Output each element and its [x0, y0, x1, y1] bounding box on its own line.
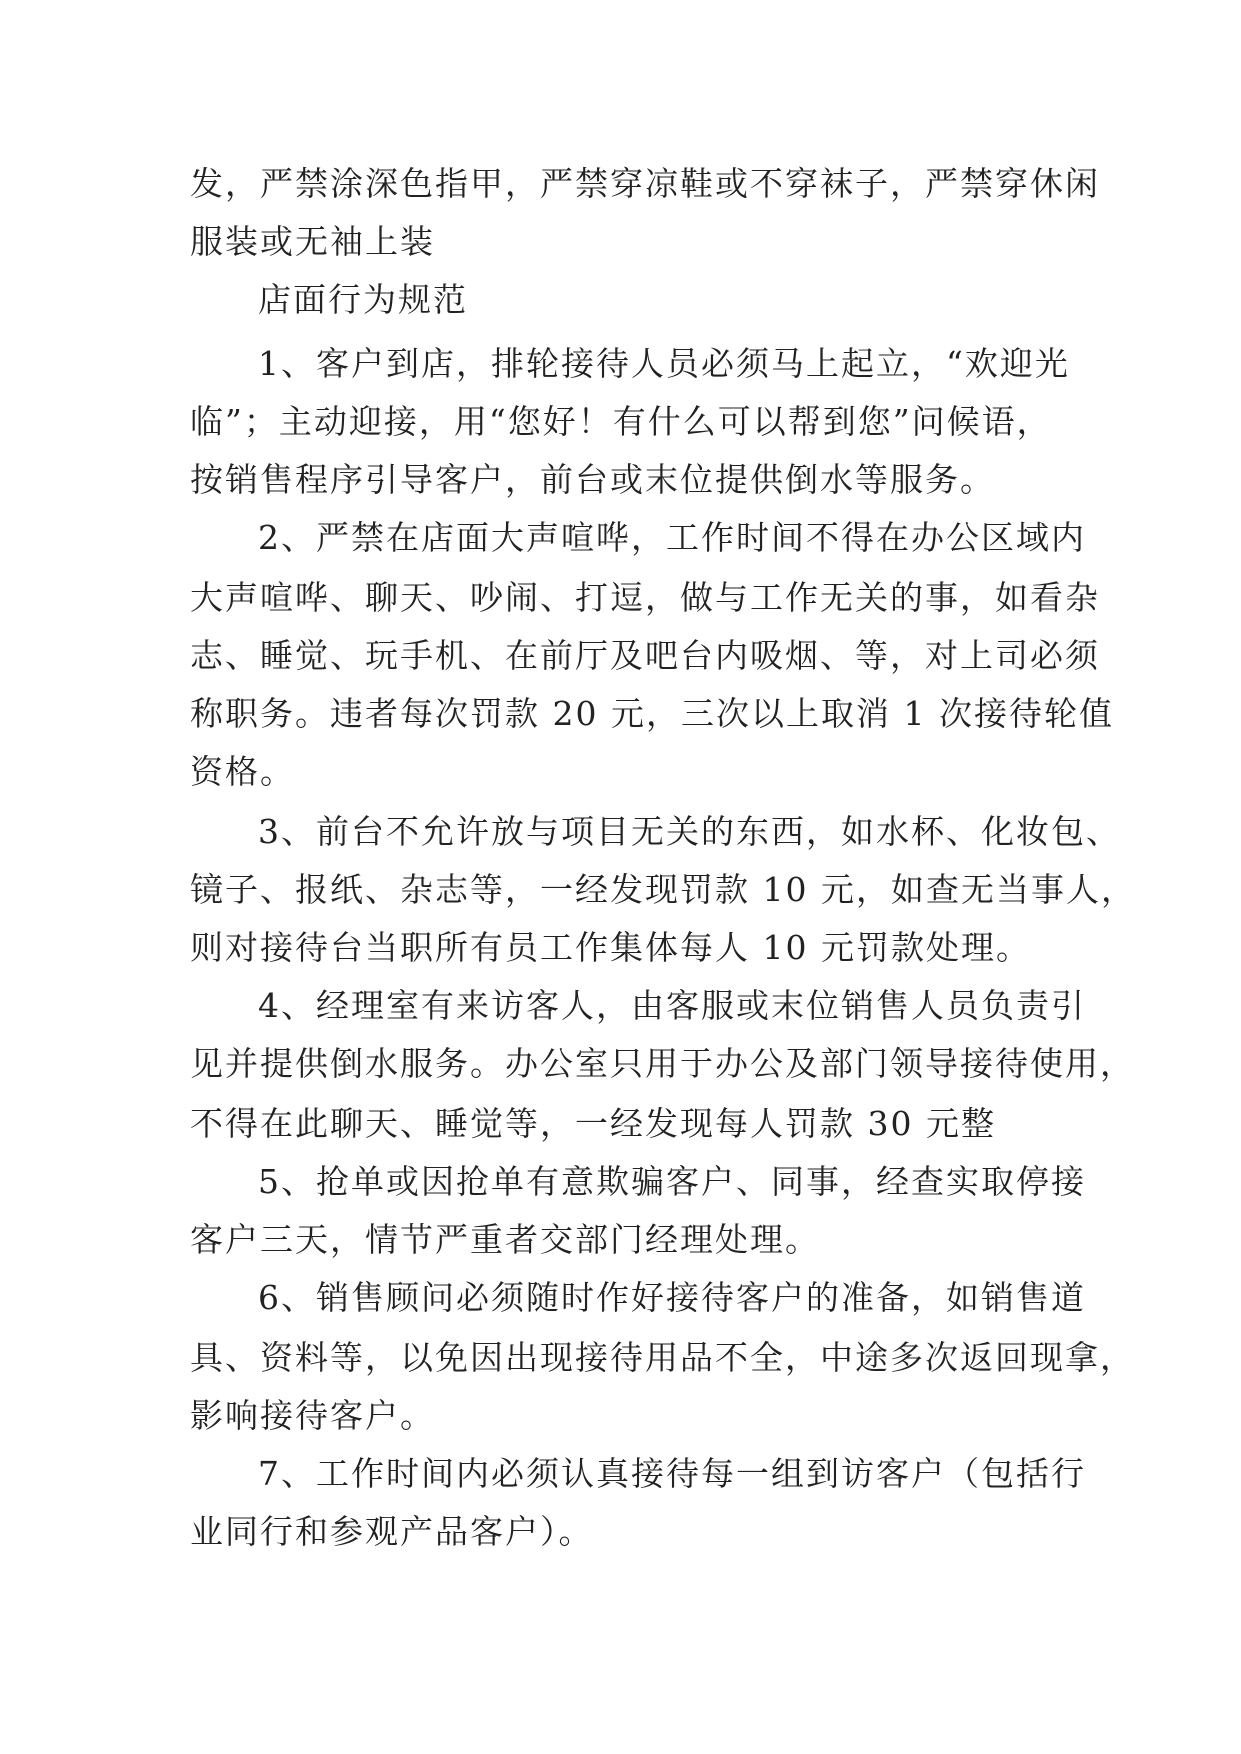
text-line: 3、前台不允许放与项目无关的东西，如水杯、化妆包、 [258, 812, 1121, 851]
text-line: 资格。 [190, 752, 295, 791]
text-line: 客户三天，情节严重者交部门经理处理。 [190, 1220, 820, 1259]
text-line: 大声喧哗、聊天、吵闹、打逗，做与工作无关的事，如看杂 [190, 578, 1100, 617]
text-line: 业同行和参观产品客户）。 [190, 1512, 594, 1551]
text-line: 则对接待台当职所有员工作集体每人 10 元罚款处理。 [190, 928, 1031, 967]
text-line: 发，严禁涂深色指甲，严禁穿凉鞋或不穿袜子，严禁穿休闲 [190, 164, 1100, 203]
text-line: 4、经理室有来访客人，由客服或末位销售人员负责引 [258, 986, 1086, 1025]
text-line: 具、资料等，以免因出现接待用品不全，中途多次返回现拿， [190, 1338, 1135, 1377]
text-line: 2、严禁在店面大声喧哗，工作时间不得在办公区域内 [258, 518, 1086, 557]
text-line: 见并提供倒水服务。办公室只用于办公及部门领导接待使用， [190, 1044, 1135, 1083]
text-line: 志、睡觉、玩手机、在前厅及吧台内吸烟、等，对上司必须 [190, 636, 1100, 675]
text-line: 5、抢单或因抢单有意欺骗客户、同事，经查实取停接 [258, 1162, 1086, 1201]
text-line: 7、工作时间内必须认真接待每一组到访客户（包括行 [258, 1454, 1086, 1493]
text-line: 称职务。违者每次罚款 20 元，三次以上取消 1 次接待轮值 [190, 694, 1114, 733]
text-line: 不得在此聊天、睡觉等，一经发现每人罚款 30 元整 [190, 1104, 996, 1143]
text-line: 临”；主动迎接，用“您好！有什么可以帮到您”问候语， [190, 402, 1052, 441]
text-line: 1、客户到店，排轮接待人员必须马上起立，“欢迎光 [258, 344, 1070, 383]
text-line: 6、销售顾问必须随时作好接待客户的准备，如销售道 [258, 1278, 1086, 1317]
text-line: 镜子、报纸、杂志等，一经发现罚款 10 元，如查无当事人， [190, 870, 1136, 909]
section-heading: 店面行为规范 [258, 280, 468, 319]
text-line: 按销售程序引导客户，前台或末位提供倒水等服务。 [190, 460, 995, 499]
text-line: 影响接待客户。 [190, 1396, 435, 1435]
text-line: 服装或无袖上装 [190, 222, 435, 261]
